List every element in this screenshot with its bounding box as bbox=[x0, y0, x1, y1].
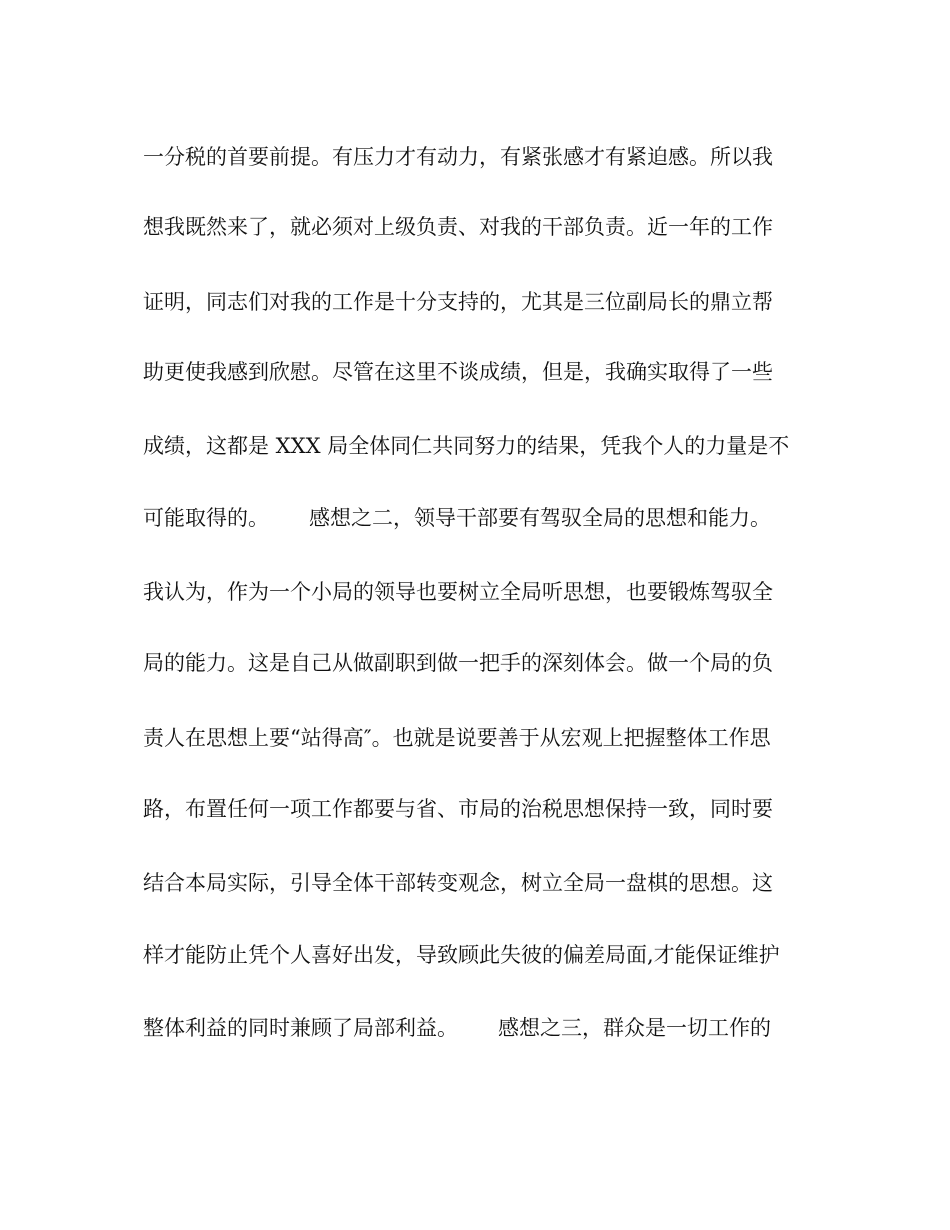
text-line-11: 结合本局实际，引导全体干部转变观念，树立全局一盘棋的思想。这 bbox=[143, 871, 773, 895]
text-line-1: 一分税的首要前提。有压力才有动力，有紧张感才有紧迫感。所以我 bbox=[143, 145, 773, 169]
text-line-2: 想我既然来了，就必须对上级负责、对我的干部负责。近一年的工作 bbox=[143, 215, 773, 239]
text-line-10: 路，布置任何一项工作都要与省、市局的治税思想保持一致，同时要 bbox=[143, 797, 773, 821]
text-line-4: 助更使我感到欣慰。尽管在这里不谈成绩，但是，我确实取得了一些 bbox=[143, 360, 773, 384]
text-line-6: 可能取得的。 感想之二，领导干部要有驾驭全局的思想和能力。 bbox=[143, 506, 772, 530]
text-line-5: 成绩，这都是 XXX 局全体同仁共同努力的结果，凭我个人的力量是不 bbox=[143, 434, 790, 458]
text-line-3: 证明，同志们对我的工作是十分支持的，尤其是三位副局长的鼎立帮 bbox=[143, 290, 773, 314]
text-line-13: 整体利益的同时兼顾了局部利益。 感想之三，群众是一切工作的 bbox=[143, 1016, 772, 1040]
text-line-7: 我认为，作为一个小局的领导也要树立全局听思想，也要锻炼驾驭全 bbox=[143, 580, 773, 604]
text-line-8: 局的能力。这是自己从做副职到做一把手的深刻体会。做一个局的负 bbox=[143, 651, 773, 675]
text-line-9: 责人在思想上要“站得高″。也就是说要善于从宏观上把握整体工作思 bbox=[143, 726, 771, 750]
text-line-12: 样才能防止凭个人喜好出发，导致顾此失彼的偏差局面,才能保证维护 bbox=[143, 943, 780, 967]
